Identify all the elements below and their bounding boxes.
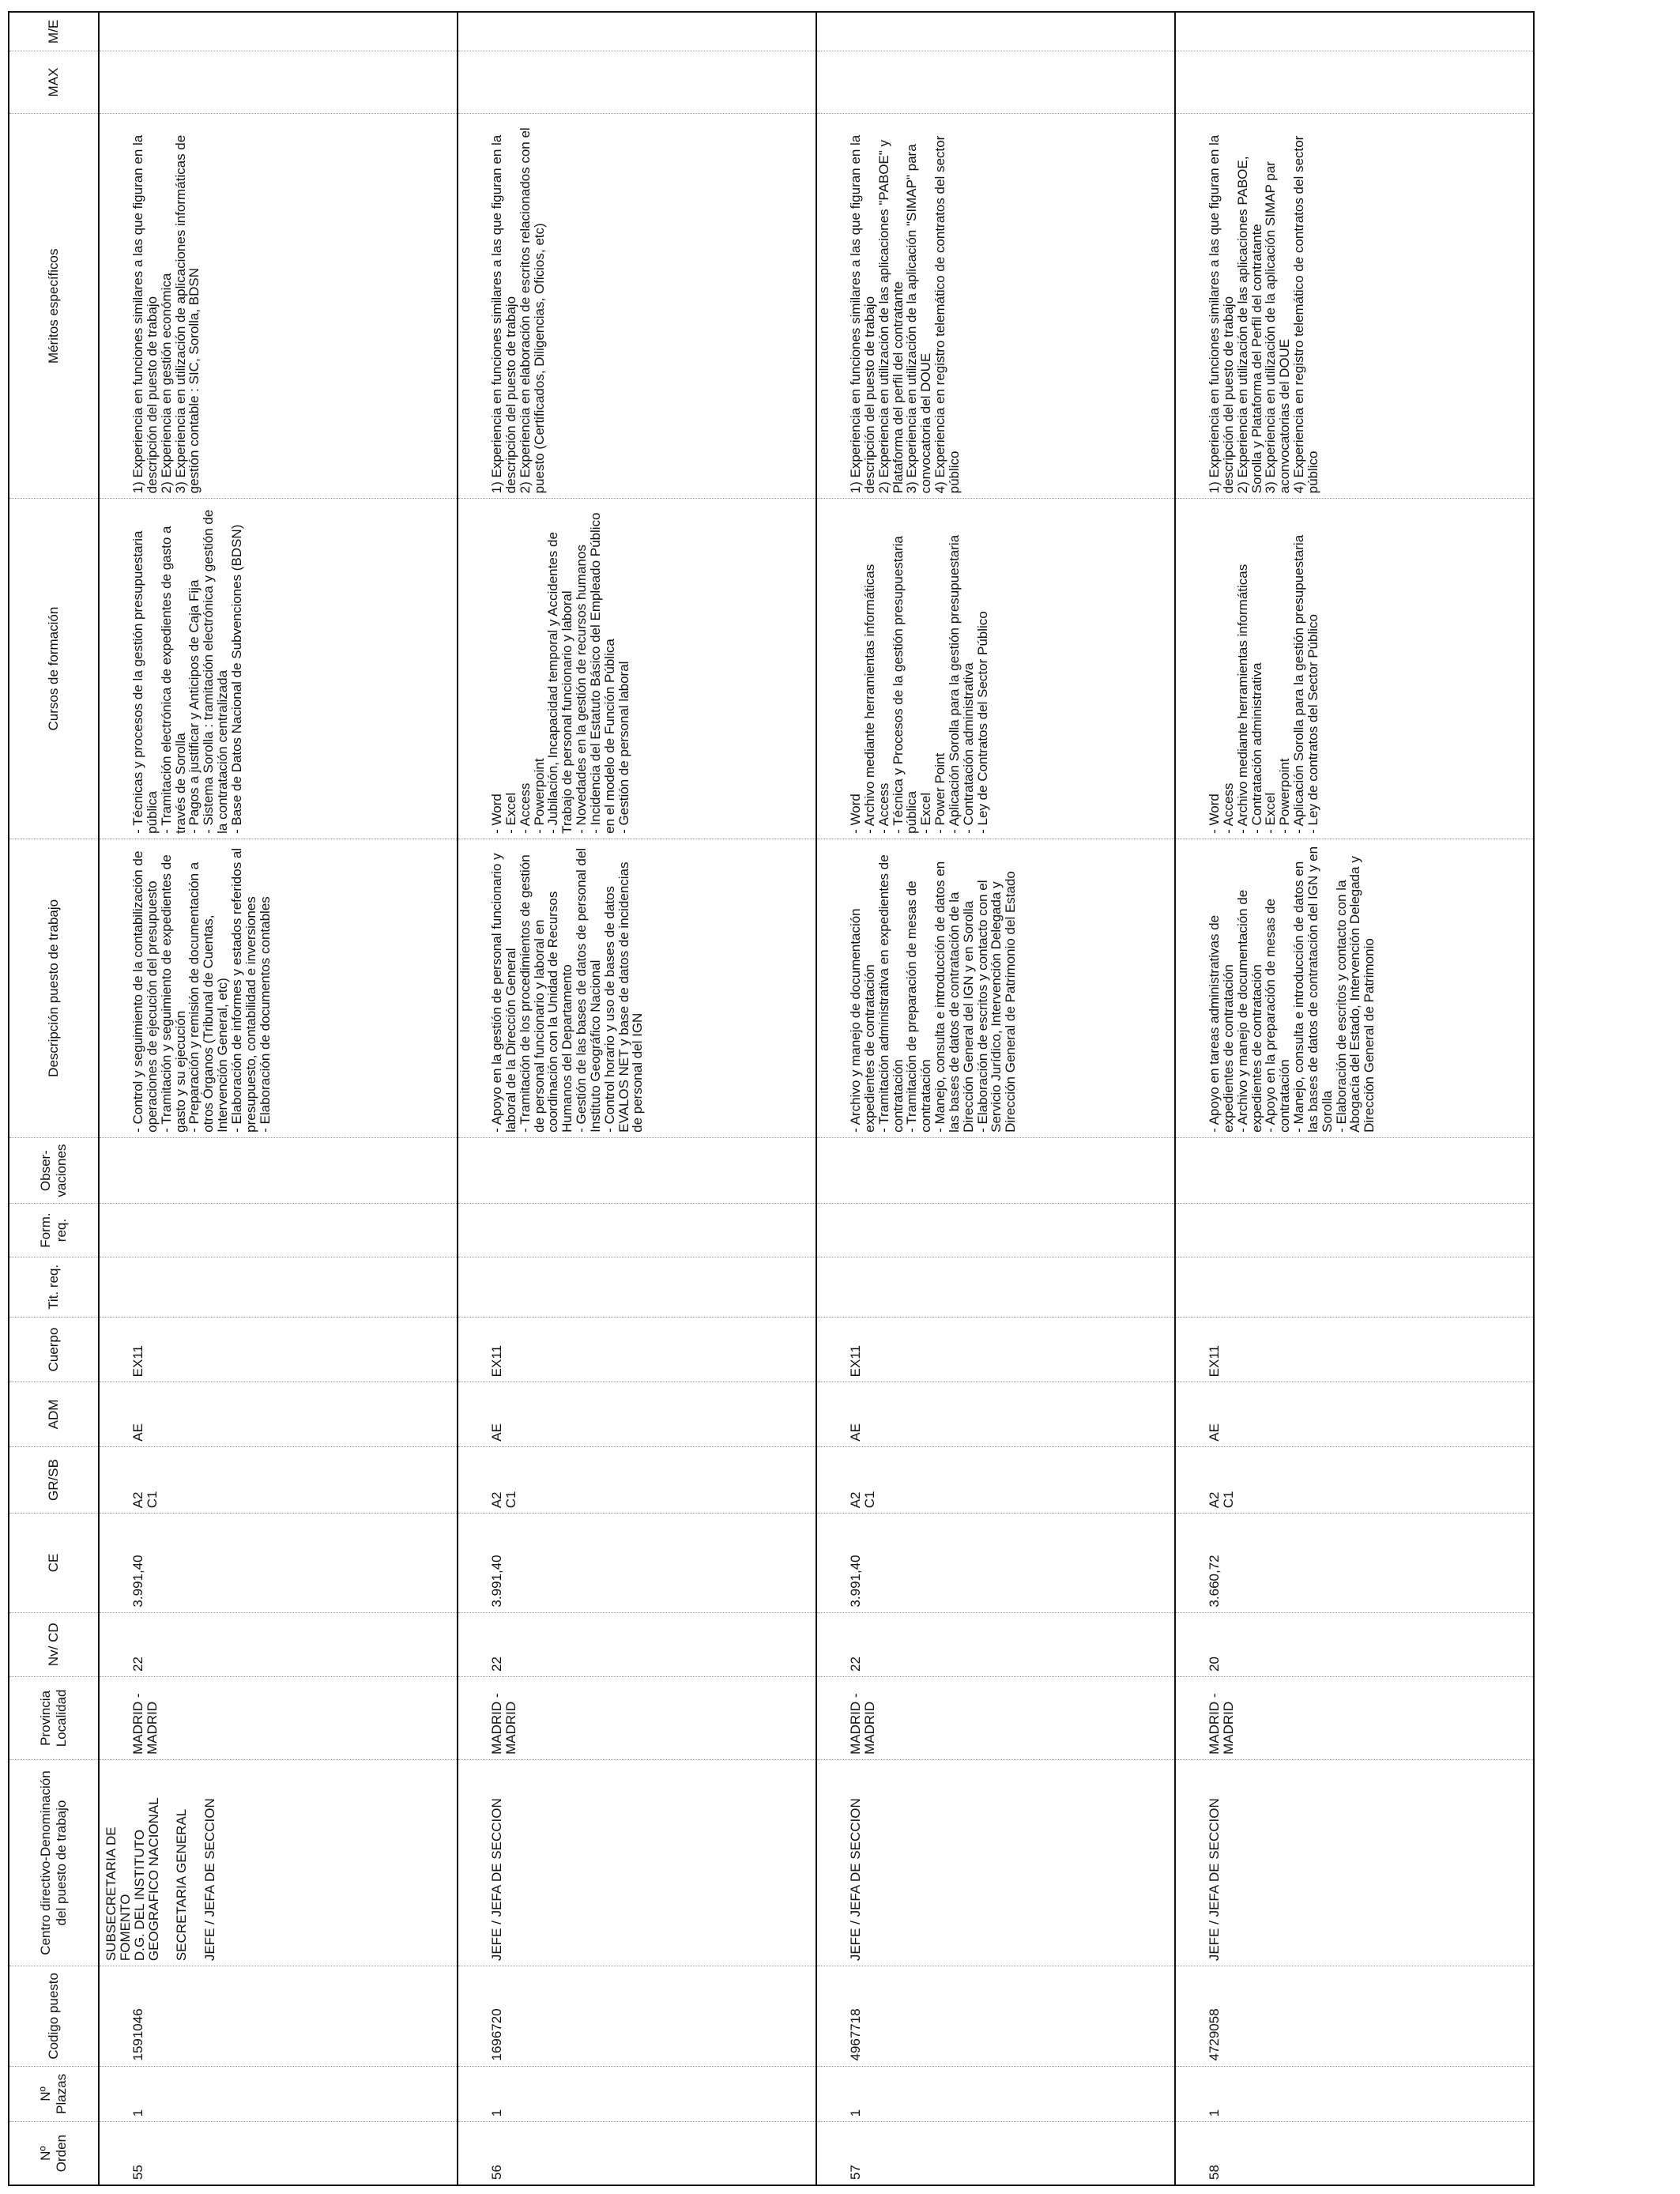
cell-descripcion: - Archivo y manejo de documentación expedientes de contratación - Tramitación administrativa en expedientes de contratación - Tramitación de preparación de mesas de contratación - Manejo, consulta e introducción de datos en las bases de datos de contratación de la Dirección General del IGN y en Sorolla - Elaboración de escritos y contacto con el Servicio Jurídico, Intervención Delegada y Dirección General de Patrimonio del Estado: [816, 839, 1175, 1137]
cell-centro: [1175, 1759, 1534, 1966]
cell-grupo: A2 C1: [1175, 1446, 1534, 1514]
cell-formacion: [458, 1204, 816, 1257]
puesto-text: JEFE / JEFA DE SECCION: [848, 1798, 863, 1962]
cell-orden: 58: [1175, 2122, 1534, 2185]
cell-cuerpo: EX11: [458, 1317, 816, 1382]
header-plazas: Nº Plazas: [9, 2066, 99, 2122]
cell-descripcion: - Apoyo en tareas administrativas de expedientes de contratación - Archivo y manejo de documentación de expedientes de contratación - Apoyo en la preparación de mesas de contratación - Manejo, consulta e introducción de datos en las bases de datos de contratación del IGN y en Sorolla - Elaboración de escritos y contacto con la Abogacía del Estado, Intervención Delegada y Dirección General de Patrimonio: [1175, 839, 1534, 1137]
cell-max: [458, 51, 816, 113]
cell-nivel: 22: [816, 1612, 1175, 1676]
cell-meritos: 1) Experiencia en funciones similares a las que figuran en la descripción del puesto de trabajo 2) Experiencia en elaboración de escritos relacionados con el puesto (Certificados, Diligencias, Oficios, etc): [458, 114, 816, 499]
cell-adm: AE: [816, 1382, 1175, 1446]
cell-observaciones: [99, 1137, 458, 1204]
header-grupo: GR/SB: [9, 1446, 99, 1514]
header-formacion: Form. req.: [9, 1204, 99, 1257]
header-centro: Centro directivo-Denominación del puesto de trabajo: [9, 1759, 99, 1966]
cell-plazas: 1: [99, 2066, 458, 2122]
cell-cuerpo: EX11: [99, 1317, 458, 1382]
cell-grupo: A2 C1: [458, 1446, 816, 1514]
cell-formacion: [816, 1204, 1175, 1257]
cell-grupo: A2 C1: [99, 1446, 458, 1514]
cell-nivel: 22: [99, 1612, 458, 1676]
cell-codigo: 1696720: [458, 1966, 816, 2066]
cell-meritos: 1) Experiencia en funciones similares a las que figuran en la descripción del puesto de trabajo 2) Experiencia en utilización de las aplicaciones "PABOE" y Plataforma del perfil del contratante 3) Experiencia en utilización de la aplicación "SIMAP" para convocatoria del DOUE 4) Experiencia en registro telemático de contratos del sector público: [816, 114, 1175, 499]
cell-formacion: [99, 1204, 458, 1257]
cell-max: [816, 51, 1175, 113]
cell-cursos: - Word - Archivo mediante herramientas informáticas - Access - Técnica y Procesos de la gestión presupuestaria pública - Excel - Power Point - Aplicación Sorolla para la gestión presupuestaria - Contratación administrativa - Ley de Contratos del Sector Público: [816, 499, 1175, 839]
cell-provincia: MADRID - MADRID: [458, 1676, 816, 1759]
header-adm: ADM: [9, 1382, 99, 1446]
cell-codigo: 4967718: [816, 1966, 1175, 2066]
table-row: [816, 12, 1175, 2185]
header-codigo: Codigo puesto: [9, 1966, 99, 2066]
cell-observaciones: [816, 1137, 1175, 1204]
header-provincia: Provincia Localidad: [9, 1676, 99, 1759]
header-me: M/E: [9, 12, 99, 51]
puesto-text: JEFE / JEFA DE SECCION: [489, 1798, 504, 1962]
cell-centro: [816, 1759, 1175, 1966]
cell-cursos: - Word - Excel - Access - Powerpoint - Jubilación, Incapacidad temporal y Accidentes de Trabajo de personal funcionario y laboral - Novedades en la gestión de recursos humanos - Incidencia del Estatuto Básico del Empleado Público en el modelo de Función Pública - Gestión de personal laboral: [458, 499, 816, 839]
cell-ce: 3.991,40: [99, 1514, 458, 1612]
cell-orden: 56: [458, 2122, 816, 2185]
cell-cursos: - Word - Access - Archivo mediante herramientas informáticas - Contratación administrativa - Excel - Powerpoint - Aplicación Sorolla para la gestión presupuestaria - Ley de contratos del Sector Público: [1175, 499, 1534, 839]
table-row: [458, 12, 816, 2185]
cell-max: [99, 51, 458, 113]
cell-ce: 3.991,40: [816, 1514, 1175, 1612]
centro-header-text: SUBSECRETARIA DE FOMENTO D.G. DEL INSTITUTO GEOGRAFICO NACIONAL: [104, 1797, 161, 1962]
header-ce: CE: [9, 1514, 99, 1612]
cell-cuerpo: EX11: [1175, 1317, 1534, 1382]
puesto-text: JEFE / JEFA DE SECCION: [1207, 1798, 1222, 1962]
cell-observaciones: [458, 1137, 816, 1204]
cell-titulacion: [458, 1257, 816, 1317]
cell-me: [99, 12, 458, 51]
cell-max: [1175, 51, 1534, 113]
header-observaciones: Obser- vaciones: [9, 1137, 99, 1204]
cell-meritos: 1) Experiencia en funciones similares a las que figuran en la descripción del puesto de trabajo 2) Experiencia en utilización de las aplicaciones PABOE, Sorolla y Plataforma del Perfil del contratante 3) Experiencia en utilización de la aplicación SIMAP par aconvocatorias del DOUE 4) Experiencia en registro telemático de contratos del sector público: [1175, 114, 1534, 499]
cell-cuerpo: EX11: [816, 1317, 1175, 1382]
cell-adm: AE: [458, 1382, 816, 1446]
cell-cursos: - Técnicas y procesos de la gestión presupuestaria pública - Tramitación electrónica de expedientes de gasto a través de Sorolla - Pagos a justificar y Anticipos de Caja Fija - Sistema Sorolla : tramitación electrónica y gestión de la contratación centralizada - Base de Datos Nacional de Subvenciones (BDSN): [99, 499, 458, 839]
header-cuerpo: Cuerpo: [9, 1317, 99, 1382]
cell-codigo: 1591046: [99, 1966, 458, 2066]
cell-adm: AE: [99, 1382, 458, 1446]
cell-orden: 57: [816, 2122, 1175, 2185]
cell-titulacion: [816, 1257, 1175, 1317]
cell-provincia: MADRID - MADRID: [1175, 1676, 1534, 1759]
cell-ce: 3.660,72: [1175, 1514, 1534, 1612]
cell-centro: [99, 1759, 458, 1966]
cell-grupo: A2 C1: [816, 1446, 1175, 1514]
cell-plazas: 1: [458, 2066, 816, 2122]
cell-me: [816, 12, 1175, 51]
cell-me: [458, 12, 816, 51]
cell-codigo: 4729058: [1175, 1966, 1534, 2066]
cell-titulacion: [1175, 1257, 1534, 1317]
table-row: [1175, 12, 1534, 2185]
header-meritos: Méritos específicos: [9, 114, 99, 499]
cell-observaciones: [1175, 1137, 1534, 1204]
header-cursos: Cursos de formación: [9, 499, 99, 839]
cell-provincia: MADRID - MADRID: [99, 1676, 458, 1759]
cell-ce: 3.991,40: [458, 1514, 816, 1612]
table-row: [99, 12, 458, 2185]
vacancies-table: [8, 11, 1535, 2186]
cell-centro: [458, 1759, 816, 1966]
header-row: [9, 12, 99, 2185]
header-max: MAX: [9, 51, 99, 113]
cell-plazas: 1: [816, 2066, 1175, 2122]
cell-meritos: 1) Experiencia en funciones similares a las que figuran en la descripción del puesto de trabajo 2) Experiencia en gestión económica 3) Experiencia en utilización de aplicaciones informáticas de gestión contable : SIC, Sorolla, BDSN: [99, 114, 458, 499]
cell-plazas: 1: [1175, 2066, 1534, 2122]
cell-formacion: [1175, 1204, 1534, 1257]
cell-orden: 55: [99, 2122, 458, 2185]
puesto-text: JEFE / JEFA DE SECCION: [202, 1798, 218, 1962]
header-titulacion: Tit. req.: [9, 1257, 99, 1317]
cell-me: [1175, 12, 1534, 51]
header-descripcion: Descripción puesto de trabajo: [9, 839, 99, 1137]
cell-nivel: 20: [1175, 1612, 1534, 1676]
cell-descripcion: - Control y seguimiento de la contabilización de operaciones de ejecución del presupuesto - Tramitación y seguimiento de expedientes de gasto y su ejecución - Preparación y remisión de documentación a otros Órganos (Tribunal de Cuentas, Intervención General, etc) - Elaboración de informes y estados referidos al presupuesto, contabilidad e inversiones - Elaboración de documentos contables: [99, 839, 458, 1137]
centro-unidad-text: SECRETARIA GENERAL: [174, 1808, 190, 1962]
cell-provincia: MADRID - MADRID: [816, 1676, 1175, 1759]
header-orden: Nº Orden: [9, 2122, 99, 2185]
cell-adm: AE: [1175, 1382, 1534, 1446]
header-nivel: Nv/ CD: [9, 1612, 99, 1676]
cell-titulacion: [99, 1257, 458, 1317]
cell-nivel: 22: [458, 1612, 816, 1676]
cell-descripcion: - Apoyo en la gestión de personal funcionario y laboral de la Dirección General - Tramitación de los procedimientos de gestión de personal funcionario y laboral en coordinación con la Unidad de Recursos Humanos del Departamento - Gestión de las bases de datos de personal del Instituto Geográfico Nacional - Control horario y uso de bases de datos EVALOS NET y base de datos de incidencias de personal del IGN: [458, 839, 816, 1137]
